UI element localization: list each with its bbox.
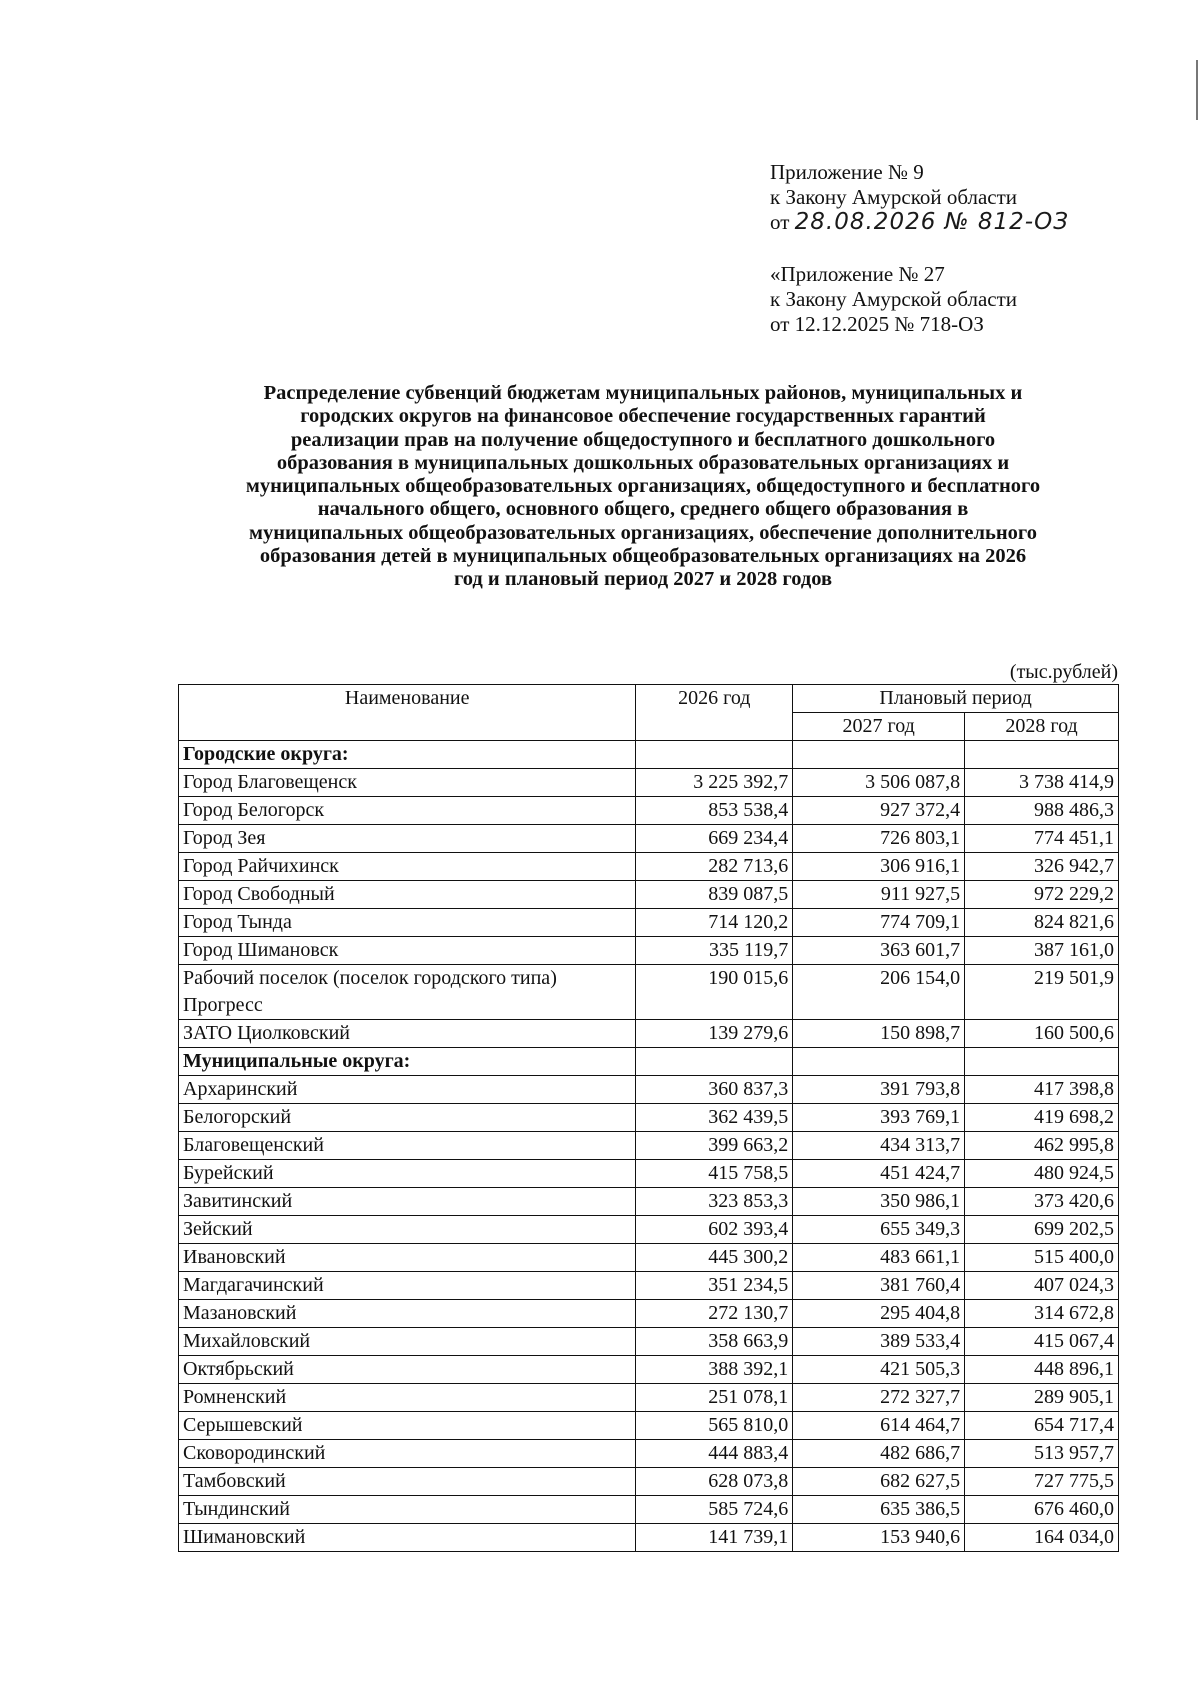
cell-2026: 190 015,6 bbox=[636, 965, 793, 1020]
row-name: Октябрьский bbox=[179, 1356, 636, 1384]
cell-2028: 3 738 414,9 bbox=[965, 769, 1119, 797]
cell-2026: 839 087,5 bbox=[636, 881, 793, 909]
cell-2027: 206 154,0 bbox=[793, 965, 965, 1020]
cell-2028: 164 034,0 bbox=[965, 1524, 1119, 1552]
cell-2027: 774 709,1 bbox=[793, 909, 965, 937]
appendix-9-date-prefix: от bbox=[770, 210, 790, 234]
cell-2028: 448 896,1 bbox=[965, 1356, 1119, 1384]
cell-2028: 774 451,1 bbox=[965, 825, 1119, 853]
appendix-9-date bbox=[770, 210, 1069, 235]
cell-2028: 326 942,7 bbox=[965, 853, 1119, 881]
row-name: Архаринский bbox=[179, 1076, 636, 1104]
cell-2027: 682 627,5 bbox=[793, 1468, 965, 1496]
cell-2027: 150 898,7 bbox=[793, 1020, 965, 1048]
cell-2027: 350 986,1 bbox=[793, 1188, 965, 1216]
cell-2028: 289 905,1 bbox=[965, 1384, 1119, 1412]
cell-2026: 585 724,6 bbox=[636, 1496, 793, 1524]
cell-2027: 381 760,4 bbox=[793, 1272, 965, 1300]
title-line: городских округов на финансовое обеспечение государственных гарантий bbox=[300, 405, 986, 428]
cell-2027: 927 372,4 bbox=[793, 797, 965, 825]
cell-2027: 614 464,7 bbox=[793, 1412, 965, 1440]
appendix-27-date: от 12.12.2025 № 718-ОЗ bbox=[770, 312, 984, 336]
cell-2027: 393 769,1 bbox=[793, 1104, 965, 1132]
header-planned-period: Плановый период bbox=[793, 685, 1119, 713]
cell-2028: 219 501,9 bbox=[965, 965, 1119, 1020]
cell-2028: 988 486,3 bbox=[965, 797, 1119, 825]
cell-2026: 602 393,4 bbox=[636, 1216, 793, 1244]
row-name: Город Белогорск bbox=[179, 797, 636, 825]
title-line: Распределение субвенций бюджетам муниципальных районов, муниципальных и bbox=[263, 382, 1023, 404]
cell-2026: 358 663,9 bbox=[636, 1328, 793, 1356]
table-row bbox=[179, 1272, 1119, 1300]
cell-2027: 434 313,7 bbox=[793, 1132, 965, 1160]
cell-2026: 399 663,2 bbox=[636, 1132, 793, 1160]
cell-2026: 444 883,4 bbox=[636, 1440, 793, 1468]
cell-2026: 853 538,4 bbox=[636, 797, 793, 825]
title-line: муниципальных общеобразовательных организациях, общедоступного и бесплатного bbox=[245, 475, 1041, 498]
table-row bbox=[179, 909, 1119, 937]
appendix-27-header bbox=[770, 262, 1017, 337]
document-title bbox=[170, 382, 1116, 592]
cell-2026: 388 392,1 bbox=[636, 1356, 793, 1384]
section-row bbox=[179, 1048, 1119, 1076]
cell-2026: 415 758,5 bbox=[636, 1160, 793, 1188]
cell-2027: 726 803,1 bbox=[793, 825, 965, 853]
cell-2026: 139 279,6 bbox=[636, 1020, 793, 1048]
cell-2028: 824 821,6 bbox=[965, 909, 1119, 937]
cell-2027: 306 916,1 bbox=[793, 853, 965, 881]
appendix-27-number: «Приложение № 27 bbox=[770, 262, 945, 286]
cell-2028: 515 400,0 bbox=[965, 1244, 1119, 1272]
cell-2026: 282 713,6 bbox=[636, 853, 793, 881]
row-name: Тамбовский bbox=[179, 1468, 636, 1496]
title-line: образования детей в муниципальных общеобразовательных организациях на 2026 bbox=[259, 545, 1027, 568]
cell-2027: 389 533,4 bbox=[793, 1328, 965, 1356]
cell-2028: 462 995,8 bbox=[965, 1132, 1119, 1160]
appendix-9-law: к Закону Амурской области bbox=[770, 185, 1018, 209]
cell-2027: 911 927,5 bbox=[793, 881, 965, 909]
cell-2027: 3 506 087,8 bbox=[793, 769, 965, 797]
row-name: Рабочий поселок (поселок городского типа) Прогресс bbox=[179, 965, 636, 1020]
row-name: Город Свободный bbox=[179, 881, 636, 909]
title-line: начального общего, основного общего, среднего общего образования в bbox=[317, 498, 969, 521]
handwritten-date-number: 28.08.2026 № 812-ОЗ bbox=[794, 209, 1069, 235]
cell-2026: 565 810,0 bbox=[636, 1412, 793, 1440]
row-name: Михайловский bbox=[179, 1328, 636, 1356]
table-row bbox=[179, 1384, 1119, 1412]
header-2026: 2026 год bbox=[636, 685, 793, 741]
cell-2026: 714 120,2 bbox=[636, 909, 793, 937]
row-name: Город Тында bbox=[179, 909, 636, 937]
title-line: муниципальных общеобразовательных организациях, обеспечение дополнительного bbox=[249, 521, 1037, 544]
table-row bbox=[179, 1468, 1119, 1496]
cell-2027: 421 505,3 bbox=[793, 1356, 965, 1384]
section-title: Муниципальные округа: bbox=[179, 1048, 636, 1076]
title-line: образования в муниципальных дошкольных образовательных организациях и bbox=[276, 451, 1010, 474]
row-name: Тындинский bbox=[179, 1496, 636, 1524]
table-row bbox=[179, 1160, 1119, 1188]
cell-2028: 676 460,0 bbox=[965, 1496, 1119, 1524]
cell-2026: 362 439,5 bbox=[636, 1104, 793, 1132]
cell-2026: 351 234,5 bbox=[636, 1272, 793, 1300]
cell-2028: 699 202,5 bbox=[965, 1216, 1119, 1244]
subvention-table bbox=[178, 684, 1119, 1552]
row-name: Магдагачинский bbox=[179, 1272, 636, 1300]
cell-2028 bbox=[965, 1048, 1119, 1076]
table-row bbox=[179, 1328, 1119, 1356]
scan-edge-mark bbox=[1196, 60, 1198, 120]
row-name: Ромненский bbox=[179, 1384, 636, 1412]
title-line: реализации прав на получение общедоступного и бесплатного дошкольного bbox=[290, 428, 996, 451]
cell-2026 bbox=[636, 1048, 793, 1076]
cell-2028: 387 161,0 bbox=[965, 937, 1119, 965]
cell-2028: 407 024,3 bbox=[965, 1272, 1119, 1300]
cell-2028: 373 420,6 bbox=[965, 1188, 1119, 1216]
table-row bbox=[179, 797, 1119, 825]
table-row bbox=[179, 853, 1119, 881]
header-2028: 2028 год bbox=[965, 713, 1119, 741]
appendix-9-number: Приложение № 9 bbox=[770, 160, 924, 184]
cell-2028 bbox=[965, 741, 1119, 769]
cell-2028: 654 717,4 bbox=[965, 1412, 1119, 1440]
table-row bbox=[179, 1020, 1119, 1048]
title-line: год и плановый период 2027 и 2028 годов bbox=[453, 568, 833, 591]
table-row bbox=[179, 1076, 1119, 1104]
cell-2026: 272 130,7 bbox=[636, 1300, 793, 1328]
table-row bbox=[179, 1496, 1119, 1524]
cell-2026: 445 300,2 bbox=[636, 1244, 793, 1272]
table-row bbox=[179, 1132, 1119, 1160]
row-name: Благовещенский bbox=[179, 1132, 636, 1160]
cell-2028: 513 957,7 bbox=[965, 1440, 1119, 1468]
row-name: Серышевский bbox=[179, 1412, 636, 1440]
row-name: Белогорский bbox=[179, 1104, 636, 1132]
table-row bbox=[179, 1104, 1119, 1132]
table-row bbox=[179, 937, 1119, 965]
unit-note: (тыс.рублей) bbox=[1009, 661, 1118, 683]
cell-2027 bbox=[793, 1048, 965, 1076]
cell-2026: 335 119,7 bbox=[636, 937, 793, 965]
cell-2027: 272 327,7 bbox=[793, 1384, 965, 1412]
cell-2026: 360 837,3 bbox=[636, 1076, 793, 1104]
table-row bbox=[179, 1356, 1119, 1384]
cell-2028: 415 067,4 bbox=[965, 1328, 1119, 1356]
section-title: Городские округа: bbox=[179, 741, 636, 769]
table-row bbox=[179, 881, 1119, 909]
row-name: Завитинский bbox=[179, 1188, 636, 1216]
row-name: Мазановский bbox=[179, 1300, 636, 1328]
cell-2027: 153 940,6 bbox=[793, 1524, 965, 1552]
table-row bbox=[179, 769, 1119, 797]
row-name: Сковородинский bbox=[179, 1440, 636, 1468]
row-name: Город Зея bbox=[179, 825, 636, 853]
table-body bbox=[179, 741, 1119, 1552]
cell-2027: 482 686,7 bbox=[793, 1440, 965, 1468]
cell-2028: 314 672,8 bbox=[965, 1300, 1119, 1328]
cell-2027: 655 349,3 bbox=[793, 1216, 965, 1244]
cell-2026: 251 078,1 bbox=[636, 1384, 793, 1412]
row-name: Зейский bbox=[179, 1216, 636, 1244]
section-row bbox=[179, 741, 1119, 769]
cell-2028: 417 398,8 bbox=[965, 1076, 1119, 1104]
cell-2026: 141 739,1 bbox=[636, 1524, 793, 1552]
table-row bbox=[179, 1412, 1119, 1440]
row-name: ЗАТО Циолковский bbox=[179, 1020, 636, 1048]
cell-2028: 160 500,6 bbox=[965, 1020, 1119, 1048]
row-name: Город Шимановск bbox=[179, 937, 636, 965]
cell-2027: 391 793,8 bbox=[793, 1076, 965, 1104]
cell-2026: 669 234,4 bbox=[636, 825, 793, 853]
cell-2027: 363 601,7 bbox=[793, 937, 965, 965]
table-row bbox=[179, 825, 1119, 853]
cell-2028: 727 775,5 bbox=[965, 1468, 1119, 1496]
table-row bbox=[179, 1300, 1119, 1328]
cell-2027 bbox=[793, 741, 965, 769]
table-row bbox=[179, 1216, 1119, 1244]
table-header-row bbox=[179, 685, 1119, 713]
row-name: Ивановский bbox=[179, 1244, 636, 1272]
table-row bbox=[179, 1524, 1119, 1552]
cell-2028: 972 229,2 bbox=[965, 881, 1119, 909]
table-row bbox=[179, 1440, 1119, 1468]
cell-2028: 419 698,2 bbox=[965, 1104, 1119, 1132]
row-name: Город Райчихинск bbox=[179, 853, 636, 881]
cell-2026 bbox=[636, 741, 793, 769]
cell-2027: 483 661,1 bbox=[793, 1244, 965, 1272]
row-name: Город Благовещенск bbox=[179, 769, 636, 797]
appendix-27-law: к Закону Амурской области bbox=[770, 287, 1018, 311]
row-name: Шимановский bbox=[179, 1524, 636, 1552]
cell-2027: 451 424,7 bbox=[793, 1160, 965, 1188]
table-row bbox=[179, 1188, 1119, 1216]
cell-2028: 480 924,5 bbox=[965, 1160, 1119, 1188]
cell-2027: 295 404,8 bbox=[793, 1300, 965, 1328]
cell-2026: 323 853,3 bbox=[636, 1188, 793, 1216]
cell-2026: 628 073,8 bbox=[636, 1468, 793, 1496]
header-name: Наименование bbox=[179, 685, 636, 741]
row-name: Бурейский bbox=[179, 1160, 636, 1188]
header-2027: 2027 год bbox=[793, 713, 965, 741]
cell-2027: 635 386,5 bbox=[793, 1496, 965, 1524]
cell-2026: 3 225 392,7 bbox=[636, 769, 793, 797]
appendix-9-header bbox=[770, 160, 1069, 235]
table-row bbox=[179, 965, 1119, 1020]
table-row bbox=[179, 1244, 1119, 1272]
